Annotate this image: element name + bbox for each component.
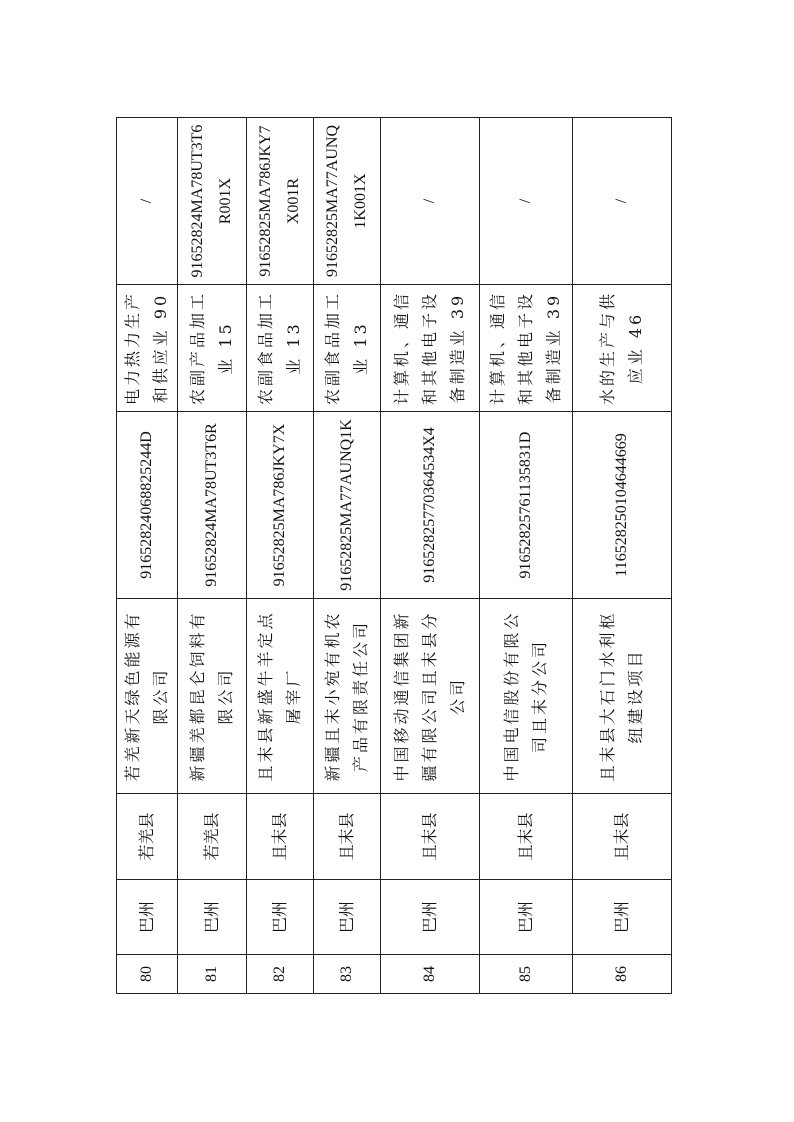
- industry-cell: 农副食品加工业 13: [314, 285, 381, 412]
- credit-code-cell: 91652825MA77AUNQ1K: [314, 412, 381, 599]
- industry-cell: 农副产品加工业 15: [178, 285, 247, 412]
- row-number-cell: 83: [314, 955, 381, 994]
- enterprise-list-table: [116, 117, 672, 994]
- credit-code-cell: 91652824MA78UT3T6R: [178, 412, 247, 599]
- county-cell: 且末县: [573, 794, 672, 880]
- region-cell: 巴州: [480, 880, 573, 955]
- region-cell: 巴州: [247, 880, 314, 955]
- industry-cell: 水的生产与供应业 46: [573, 285, 672, 412]
- rotated-table-frame: [116, 118, 670, 994]
- company-name-cell: 新疆羌都昆仑饲料有限公司: [178, 599, 247, 794]
- new-code-cell: /: [381, 118, 480, 285]
- county-cell: 且末县: [381, 794, 480, 880]
- table-row: [381, 118, 480, 994]
- county-cell: 且末县: [480, 794, 573, 880]
- table-row: [178, 118, 247, 994]
- region-cell: 巴州: [573, 880, 672, 955]
- table-row: [480, 118, 573, 994]
- new-code-cell: /: [480, 118, 573, 285]
- credit-code-cell: 91652825761135831D: [480, 412, 573, 599]
- row-number-cell: 86: [573, 955, 672, 994]
- new-code-cell: 91652825MA786JKY7X001R: [247, 118, 314, 285]
- company-name-cell: 且末县新盛牛羊定点屠宰厂: [247, 599, 314, 794]
- region-cell: 巴州: [117, 880, 178, 955]
- row-number-cell: 84: [381, 955, 480, 994]
- table-row: [117, 118, 178, 994]
- company-name-cell: 且末县大石门水利枢纽建设项目: [573, 599, 672, 794]
- region-cell: 巴州: [314, 880, 381, 955]
- county-cell: 若羌县: [178, 794, 247, 880]
- credit-code-cell: 11652825010464466​9: [573, 412, 672, 599]
- table-container: [116, 118, 670, 994]
- table-row: [247, 118, 314, 994]
- industry-cell: 电力热力生产和供应业 90: [117, 285, 178, 412]
- industry-cell: 农副食品加工业 13: [247, 285, 314, 412]
- row-number-cell: 81: [178, 955, 247, 994]
- table-row: [573, 118, 672, 994]
- company-name-cell: 新疆且末小宛有机农产品有限责任公司: [314, 599, 381, 794]
- industry-cell: 计算机、通信和其他电子设备制造业 39: [381, 285, 480, 412]
- credit-code-cell: 91652825770364534X4: [381, 412, 480, 599]
- new-code-cell: 91652825MA77AUNQ1K001X: [314, 118, 381, 285]
- company-name-cell: 若羌新天绿色能源有限公司: [117, 599, 178, 794]
- region-cell: 巴州: [178, 880, 247, 955]
- company-name-cell: 中国移动通信集团新疆有限公司且末县分公司: [381, 599, 480, 794]
- table-row: [314, 118, 381, 994]
- region-cell: 巴州: [381, 880, 480, 955]
- county-cell: 且末县: [314, 794, 381, 880]
- row-number-cell: 80: [117, 955, 178, 994]
- new-code-cell: /: [117, 118, 178, 285]
- row-number-cell: 85: [480, 955, 573, 994]
- new-code-cell: /: [573, 118, 672, 285]
- new-code-cell: 91652824MA78UT3T6R001X: [178, 118, 247, 285]
- row-number-cell: 82: [247, 955, 314, 994]
- industry-cell: 计算机、通信和其他电子设备制造业 39: [480, 285, 573, 412]
- county-cell: 若羌县: [117, 794, 178, 880]
- county-cell: 且末县: [247, 794, 314, 880]
- credit-code-cell: 91652824068825244D: [117, 412, 178, 599]
- credit-code-cell: 91652825MA786JKY7X: [247, 412, 314, 599]
- company-name-cell: 中国电信股份有限公司且末分公司: [480, 599, 573, 794]
